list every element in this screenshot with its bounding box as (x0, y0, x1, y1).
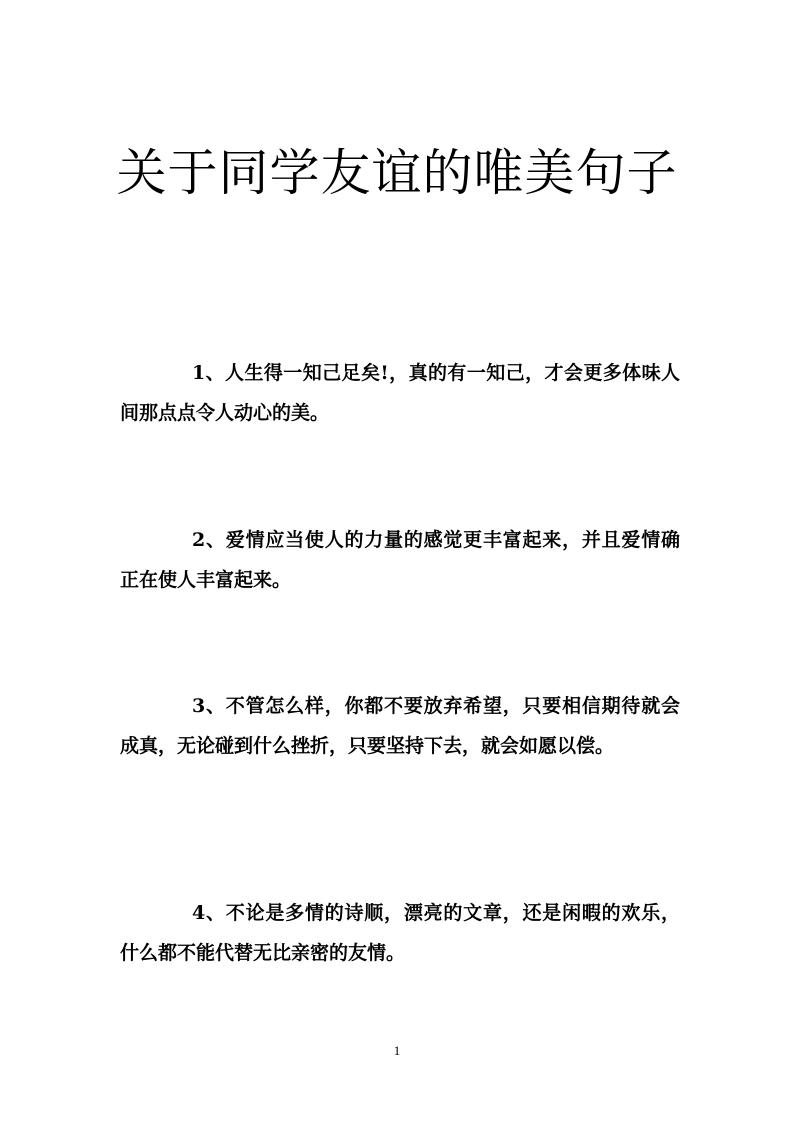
paragraph-4: 4、不论是多情的诗顺，漂亮的文章，还是闲暇的欢乐，什么都不能代替无比亲密的友情。 (120, 902, 680, 964)
page-title: 关于同学友谊的唯美句子 (116, 144, 678, 202)
paragraph-3: 3、不管怎么样，你都不要放弃希望，只要相信期待就会成真，无论碰到什么挫折，只要坚持下去，就会如愿以偿。 (120, 695, 680, 757)
page-number: 1 (393, 1043, 401, 1058)
paragraph-2: 2、爱情应当使人的力量的感觉更丰富起来，并且爱情确正在使人丰富起来。 (120, 529, 680, 591)
paragraph-1: 1、人生得一知己足矣!，真的有一知己，才会更多体味人间那点点令人动心的美。 (120, 362, 680, 424)
